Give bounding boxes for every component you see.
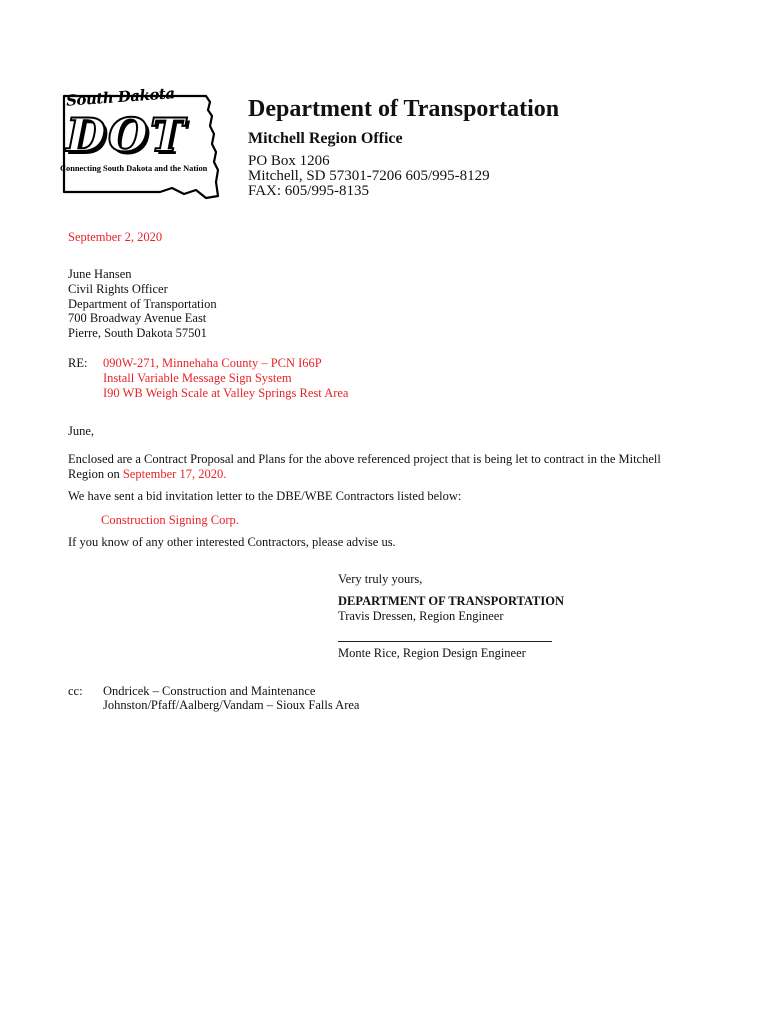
signer2-name: Monte Rice, Region Design Engineer xyxy=(338,646,526,660)
office-address xyxy=(248,154,490,199)
re-label: RE: xyxy=(68,356,88,370)
letter-date: September 2, 2020 xyxy=(68,230,163,244)
letting-date: September 17, 2020. xyxy=(122,467,227,481)
re-description: Install Variable Message Sign System xyxy=(103,371,292,385)
recipient-title: Civil Rights Officer xyxy=(68,282,168,296)
body-para1-line2 xyxy=(68,467,226,482)
recipient-org: Department of Transportation xyxy=(68,297,217,311)
po-box: PO Box 1206 xyxy=(248,153,330,169)
cc-label: cc: xyxy=(68,684,83,698)
body-para3: If you know of any other interested Contractors, please advise us. xyxy=(68,535,396,549)
valediction: Very truly yours, xyxy=(338,572,423,586)
cc-line2: Johnston/Pfaff/Aalberg/Vandam – Sioux Falls Area xyxy=(103,698,360,712)
fax-line: FAX: 605/995-8135 xyxy=(248,183,369,199)
re-location: I90 WB Weigh Scale at Valley Springs Rest Area xyxy=(103,386,349,400)
recipient-city: Pierre, South Dakota 57501 xyxy=(68,326,207,340)
department-title: Department of Transportation xyxy=(248,96,560,122)
recipient-street: 700 Broadway Avenue East xyxy=(68,311,207,325)
re-project: 090W-271, Minnehaha County – PCN I66P xyxy=(103,356,322,370)
body-para1-line1: Enclosed are a Contract Proposal and Plans for the above referenced project that is being let to contract in the Mitchell xyxy=(68,452,661,466)
body-para1-prefix: Region on xyxy=(68,467,123,481)
logo-tagline: Connecting South Dakota and the Nation xyxy=(60,164,208,173)
closing-org: DEPARTMENT OF TRANSPORTATION xyxy=(338,594,564,608)
office-name: Mitchell Region Office xyxy=(248,130,403,147)
sd-dot-logo xyxy=(56,86,222,204)
salutation: June, xyxy=(68,424,95,438)
logo-script: South Dakota xyxy=(65,84,176,110)
contractor-name: Construction Signing Corp. xyxy=(101,513,239,527)
signature-line xyxy=(338,641,552,642)
signer-name: Travis Dressen, Region Engineer xyxy=(338,609,504,623)
recipient-name: June Hansen xyxy=(68,267,132,281)
cc-line1: Ondricek – Construction and Maintenance xyxy=(103,684,316,698)
city-phone: Mitchell, SD 57301-7206 605/995-8129 xyxy=(248,168,490,184)
body-para2: We have sent a bid invitation letter to the DBE/WBE Contractors listed below: xyxy=(68,489,462,503)
logo-dot-text: DOT xyxy=(66,108,187,162)
